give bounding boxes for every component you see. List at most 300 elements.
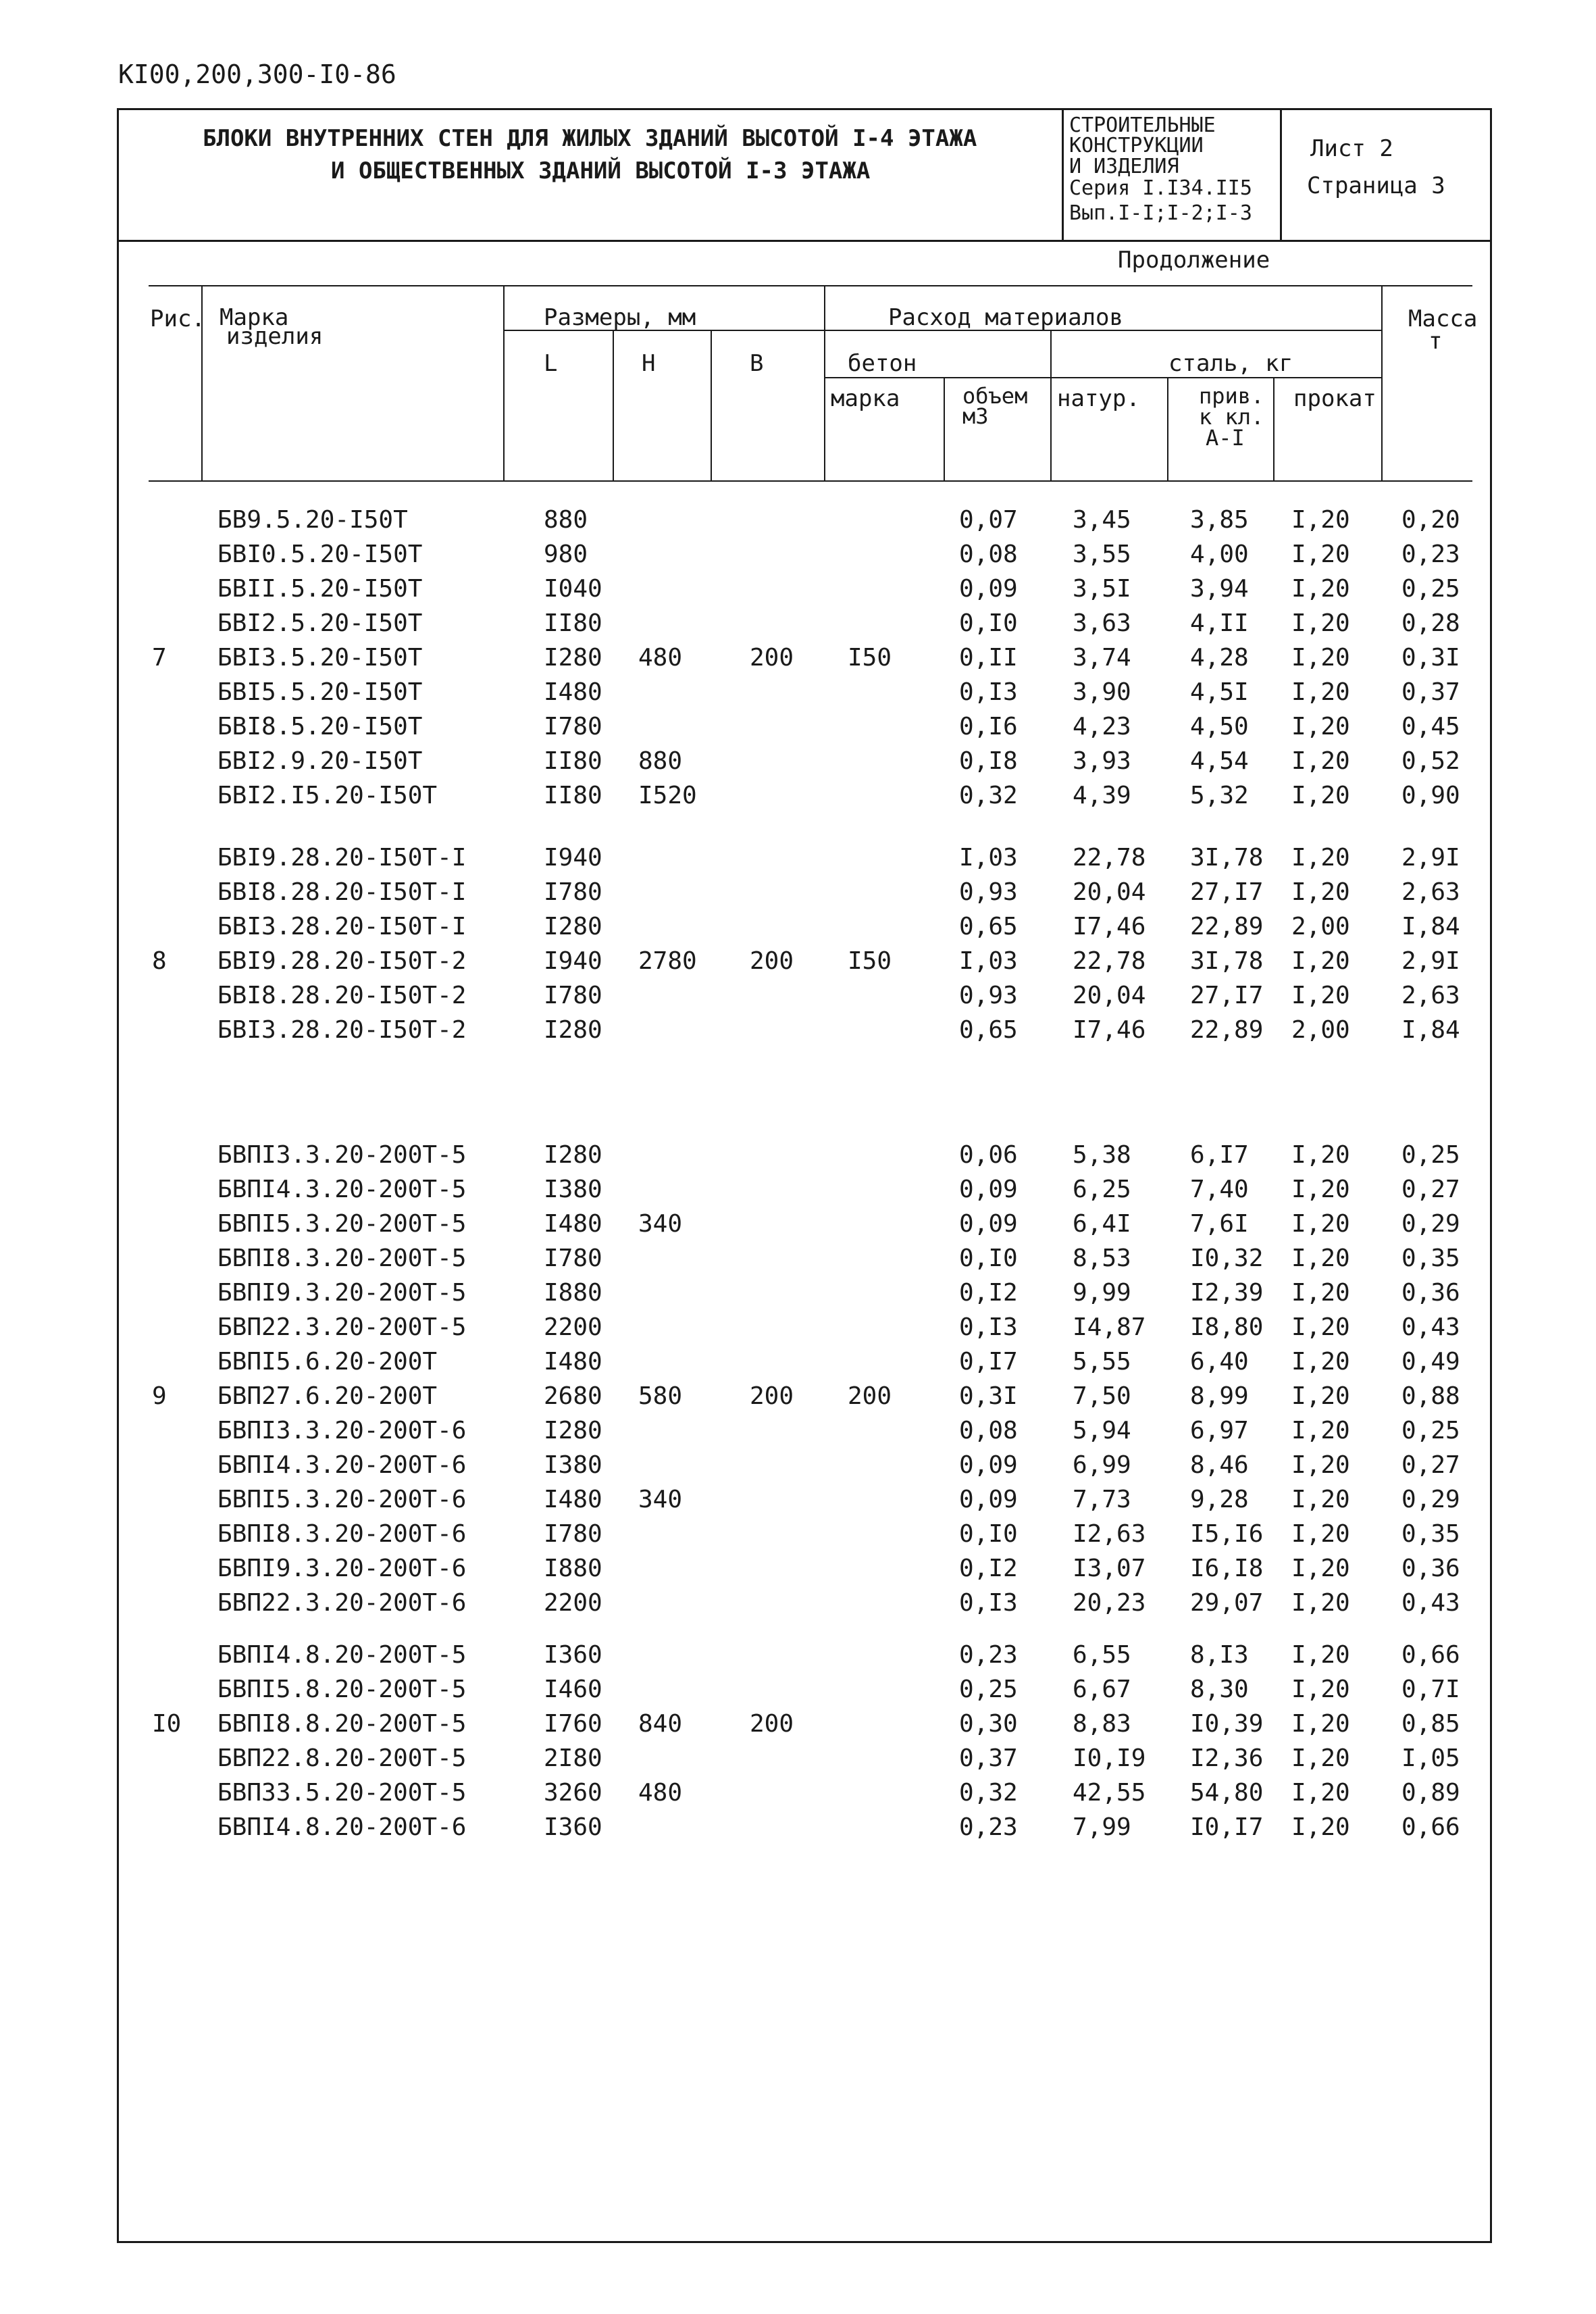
cell-mass: 0,90	[1401, 782, 1460, 809]
cell-mass: 0,25	[1401, 575, 1460, 603]
cell-length: I460	[544, 1676, 602, 1703]
cell-steel-natural: 3,63	[1073, 609, 1131, 637]
header-mass-1: Масса	[1408, 305, 1478, 332]
cell-volume: 0,09	[959, 1210, 1018, 1238]
header-natural: натур.	[1057, 385, 1140, 412]
cell-length: I940	[544, 947, 602, 975]
stamp-divider	[1280, 108, 1282, 240]
header-mass-2: т	[1428, 328, 1443, 355]
cell-mass: 0,7I	[1401, 1676, 1460, 1703]
cell-mark: БВПI5.8.20-200Т-5	[217, 1676, 467, 1703]
page-label: Страница 3	[1307, 172, 1445, 199]
cell-length: 2200	[544, 1313, 602, 1341]
cell-steel-natural: 3,93	[1073, 747, 1131, 775]
figure-number: 8	[152, 947, 167, 975]
document-code: КI00,200,300-I0-86	[118, 59, 396, 89]
cell-steel-natural: 22,78	[1073, 844, 1146, 872]
title-block-divider	[1062, 108, 1064, 240]
figure-number: 9	[152, 1382, 167, 1410]
cell-mass: 0,36	[1401, 1555, 1460, 1582]
cell-volume: I,03	[959, 844, 1018, 872]
cell-mass: 0,23	[1401, 540, 1460, 568]
header-reduced-2: к кл.	[1199, 404, 1264, 430]
cell-length: I780	[544, 982, 602, 1009]
cell-mark: БВI3.28.20-I50Т-2	[217, 1016, 467, 1044]
cell-length: I480	[544, 1486, 602, 1513]
cell-length: 2200	[544, 1589, 602, 1617]
cell-steel-reduced: 6,I7	[1190, 1141, 1249, 1169]
cell-mass: I,84	[1401, 1016, 1460, 1044]
cell-mark: БВПI4.8.20-200Т-5	[217, 1641, 467, 1669]
stamp-line-1: СТРОИТЕЛЬНЫЕ	[1069, 114, 1216, 137]
header-materials-line	[824, 377, 1381, 378]
cell-rolled: I,20	[1291, 644, 1350, 672]
cell-rolled: 2,00	[1291, 913, 1350, 940]
cell-steel-natural: 3,90	[1073, 678, 1131, 706]
cell-steel-natural: 6,99	[1073, 1451, 1131, 1479]
cell-steel-natural: 7,99	[1073, 1813, 1131, 1841]
cell-steel-reduced: 3,85	[1190, 506, 1249, 534]
cell-mass: 0,20	[1401, 506, 1460, 534]
cell-steel-reduced: I0,39	[1190, 1710, 1264, 1738]
col-sep-L	[613, 330, 614, 480]
cell-mass: 2,63	[1401, 878, 1460, 906]
cell-width: 200	[750, 947, 794, 975]
cell-steel-natural: 7,73	[1073, 1486, 1131, 1513]
continuation-label: Продолжение	[1118, 247, 1270, 274]
figure-number: I0	[152, 1710, 182, 1738]
cell-rolled: I,20	[1291, 678, 1350, 706]
cell-steel-natural: 6,55	[1073, 1641, 1131, 1669]
cell-volume: 0,06	[959, 1141, 1018, 1169]
cell-length: I480	[544, 1348, 602, 1376]
cell-steel-reduced: I0,I7	[1190, 1813, 1264, 1841]
cell-steel-natural: I2,63	[1073, 1520, 1146, 1548]
cell-height: 2780	[638, 947, 697, 975]
cell-height: 580	[638, 1382, 683, 1410]
cell-volume: 0,I0	[959, 609, 1018, 637]
cell-volume: 0,07	[959, 506, 1018, 534]
cell-steel-reduced: I2,39	[1190, 1279, 1264, 1307]
cell-length: II80	[544, 609, 602, 637]
cell-concrete-grade: I50	[848, 947, 892, 975]
cell-mass: 0,29	[1401, 1210, 1460, 1238]
cell-volume: 0,23	[959, 1813, 1018, 1841]
cell-mass: 0,25	[1401, 1141, 1460, 1169]
cell-steel-natural: 20,23	[1073, 1589, 1146, 1617]
cell-steel-reduced: 3I,78	[1190, 947, 1264, 975]
cell-mark: БВI2.9.20-I50Т	[217, 747, 423, 775]
cell-mass: I,84	[1401, 913, 1460, 940]
cell-length: I880	[544, 1555, 602, 1582]
header-concrete: бетон	[848, 350, 917, 377]
cell-steel-reduced: 7,40	[1190, 1176, 1249, 1203]
cell-steel-natural: 8,83	[1073, 1710, 1131, 1738]
cell-steel-natural: 3,45	[1073, 506, 1131, 534]
cell-rolled: I,20	[1291, 1641, 1350, 1669]
cell-volume: 0,65	[959, 913, 1018, 940]
col-sep-mark	[503, 285, 505, 480]
cell-length: I280	[544, 1417, 602, 1444]
cell-rolled: 2,00	[1291, 1016, 1350, 1044]
cell-steel-natural: 22,78	[1073, 947, 1146, 975]
cell-steel-reduced: 29,07	[1190, 1589, 1264, 1617]
header-reduced-1: прив.	[1199, 383, 1264, 409]
cell-volume: 0,09	[959, 1486, 1018, 1513]
cell-length: I380	[544, 1451, 602, 1479]
cell-volume: 0,25	[959, 1676, 1018, 1703]
header-steel: сталь, кг	[1168, 350, 1293, 377]
cell-rolled: I,20	[1291, 1589, 1350, 1617]
title-line-2: И ОБЩЕСТВЕННЫХ ЗДАНИЙ ВЫСОТОЙ I-3 ЭТАЖА	[331, 157, 871, 184]
cell-steel-reduced: 22,89	[1190, 913, 1264, 940]
cell-rolled: I,20	[1291, 878, 1350, 906]
cell-steel-natural: I7,46	[1073, 1016, 1146, 1044]
cell-mass: 0,88	[1401, 1382, 1460, 1410]
title-line-1: БЛОКИ ВНУТРЕННИХ СТЕН ДЛЯ ЖИЛЫХ ЗДАНИЙ ВЫСОТОЙ I-4 ЭТАЖА	[203, 125, 977, 152]
stamp-line-4: Серия I.I34.II5	[1069, 176, 1252, 200]
cell-mark: БВПI3.3.20-200Т-5	[217, 1141, 467, 1169]
col-sep-reduced	[1273, 377, 1275, 480]
cell-volume: 0,I0	[959, 1244, 1018, 1272]
cell-mark: БВП22.3.20-200Т-6	[217, 1589, 467, 1617]
header-rolled: прокат	[1293, 385, 1376, 412]
cell-volume: 0,65	[959, 1016, 1018, 1044]
cell-height: I520	[638, 782, 697, 809]
cell-steel-reduced: 3I,78	[1190, 844, 1264, 872]
cell-volume: 0,3I	[959, 1382, 1018, 1410]
cell-steel-reduced: 54,80	[1190, 1779, 1264, 1807]
cell-steel-reduced: 9,28	[1190, 1486, 1249, 1513]
cell-rolled: I,20	[1291, 609, 1350, 637]
cell-steel-natural: 3,74	[1073, 644, 1131, 672]
cell-steel-natural: 6,25	[1073, 1176, 1131, 1203]
cell-length: 880	[544, 506, 588, 534]
cell-length: 2I80	[544, 1744, 602, 1772]
cell-mass: 0,35	[1401, 1520, 1460, 1548]
cell-steel-natural: 3,55	[1073, 540, 1131, 568]
cell-volume: 0,I3	[959, 1313, 1018, 1341]
cell-volume: 0,I2	[959, 1279, 1018, 1307]
cell-mass: 0,27	[1401, 1451, 1460, 1479]
stamp-line-2: КОНСТРУКЦИИ	[1069, 134, 1204, 157]
cell-volume: 0,I6	[959, 713, 1018, 740]
cell-steel-natural: 3,5I	[1073, 575, 1131, 603]
cell-volume: 0,I2	[959, 1555, 1018, 1582]
cell-rolled: I,20	[1291, 1451, 1350, 1479]
cell-volume: 0,37	[959, 1744, 1018, 1772]
cell-steel-reduced: 6,40	[1190, 1348, 1249, 1376]
cell-steel-natural: 9,99	[1073, 1279, 1131, 1307]
cell-volume: 0,I3	[959, 1589, 1018, 1617]
header-mark-2: изделия	[226, 323, 324, 350]
cell-mark: БВП33.5.20-200Т-5	[217, 1779, 467, 1807]
cell-steel-reduced: 4,54	[1190, 747, 1249, 775]
cell-mass: 0,3I	[1401, 644, 1460, 672]
cell-steel-natural: 8,53	[1073, 1244, 1131, 1272]
cell-width: 200	[750, 1382, 794, 1410]
cell-length: I880	[544, 1279, 602, 1307]
cell-rolled: I,20	[1291, 1676, 1350, 1703]
cell-length: I380	[544, 1176, 602, 1203]
cell-mass: 0,43	[1401, 1313, 1460, 1341]
cell-concrete-grade: 200	[848, 1382, 892, 1410]
cell-height: 340	[638, 1210, 683, 1238]
cell-volume: 0,93	[959, 878, 1018, 906]
cell-mark: БВI8.5.20-I50Т	[217, 713, 423, 740]
cell-mass: 0,35	[1401, 1244, 1460, 1272]
header-fig: Рис.	[150, 305, 205, 332]
cell-mark: БВПI4.3.20-200Т-5	[217, 1176, 467, 1203]
cell-height: 480	[638, 644, 683, 672]
cell-steel-reduced: 8,I3	[1190, 1641, 1249, 1669]
cell-steel-reduced: 4,50	[1190, 713, 1249, 740]
cell-height: 340	[638, 1486, 683, 1513]
cell-length: I480	[544, 678, 602, 706]
cell-mark: БВПI8.3.20-200Т-5	[217, 1244, 467, 1272]
cell-steel-reduced: 4,II	[1190, 609, 1249, 637]
cell-steel-reduced: 4,28	[1190, 644, 1249, 672]
cell-rolled: I,20	[1291, 1486, 1350, 1513]
cell-mass: 0,45	[1401, 713, 1460, 740]
cell-mark: БВI0.5.20-I50Т	[217, 540, 423, 568]
cell-rolled: I,20	[1291, 1520, 1350, 1548]
stamp-line-5: Вып.I-I;I-2;I-3	[1069, 201, 1252, 225]
cell-steel-natural: I3,07	[1073, 1555, 1146, 1582]
cell-mark: БВПI5.3.20-200Т-6	[217, 1486, 467, 1513]
cell-rolled: I,20	[1291, 540, 1350, 568]
cell-length: I760	[544, 1710, 602, 1738]
cell-length: I940	[544, 844, 602, 872]
cell-rolled: I,20	[1291, 782, 1350, 809]
header-mark-1: Марка	[220, 304, 289, 331]
cell-length: 3260	[544, 1779, 602, 1807]
cell-length: I780	[544, 1520, 602, 1548]
cell-steel-natural: I0,I9	[1073, 1744, 1146, 1772]
cell-mark: БВП22.3.20-200Т-5	[217, 1313, 467, 1341]
cell-length: II80	[544, 747, 602, 775]
cell-volume: 0,32	[959, 1779, 1018, 1807]
cell-mass: 2,9I	[1401, 947, 1460, 975]
cell-mark: БВI9.28.20-I50Т-I	[217, 844, 467, 872]
stamp-line-3: И ИЗДЕЛИЯ	[1069, 155, 1179, 178]
cell-mass: 0,89	[1401, 1779, 1460, 1807]
col-sep-natural	[1167, 377, 1168, 480]
cell-mark: БВ9.5.20-I50Т	[217, 506, 408, 534]
cell-mass: 0,52	[1401, 747, 1460, 775]
cell-volume: 0,II	[959, 644, 1018, 672]
cell-mark: БВП27.6.20-200Т	[217, 1382, 438, 1410]
header-volume-2: м3	[962, 403, 989, 429]
cell-mass: 0,29	[1401, 1486, 1460, 1513]
cell-volume: 0,08	[959, 540, 1018, 568]
cell-volume: 0,I0	[959, 1520, 1018, 1548]
cell-volume: 0,I8	[959, 747, 1018, 775]
cell-mark: БВПI9.3.20-200Т-6	[217, 1555, 467, 1582]
cell-rolled: I,20	[1291, 1210, 1350, 1238]
header-H: H	[642, 350, 656, 377]
cell-steel-reduced: 6,97	[1190, 1417, 1249, 1444]
cell-volume: 0,30	[959, 1710, 1018, 1738]
header-volume-1: объем	[962, 383, 1028, 409]
cell-mark: БВПI4.8.20-200Т-6	[217, 1813, 467, 1841]
cell-rolled: I,20	[1291, 1813, 1350, 1841]
cell-length: I280	[544, 1141, 602, 1169]
cell-rolled: I,20	[1291, 1348, 1350, 1376]
cell-mark: БВПI8.8.20-200Т-5	[217, 1710, 467, 1738]
cell-mark: БВI5.5.20-I50Т	[217, 678, 423, 706]
col-sep-grade	[944, 377, 945, 480]
col-sep-B	[824, 285, 825, 480]
cell-length: I280	[544, 913, 602, 940]
cell-length: I360	[544, 1813, 602, 1841]
cell-mark: БВПI3.3.20-200Т-6	[217, 1417, 467, 1444]
cell-steel-natural: 6,67	[1073, 1676, 1131, 1703]
table-header-top-line	[149, 285, 1472, 286]
cell-length: I280	[544, 1016, 602, 1044]
cell-rolled: I,20	[1291, 947, 1350, 975]
cell-mass: 0,36	[1401, 1279, 1460, 1307]
cell-width: 200	[750, 1710, 794, 1738]
title-block-bottom-line	[117, 240, 1492, 242]
cell-rolled: I,20	[1291, 844, 1350, 872]
cell-rolled: I,20	[1291, 1417, 1350, 1444]
cell-mark: БВПI9.3.20-200Т-5	[217, 1279, 467, 1307]
cell-steel-reduced: 7,6I	[1190, 1210, 1249, 1238]
col-sep-H	[711, 330, 712, 480]
cell-mark: БВII.5.20-I50Т	[217, 575, 423, 603]
cell-rolled: I,20	[1291, 982, 1350, 1009]
cell-rolled: I,20	[1291, 506, 1350, 534]
header-B: B	[750, 350, 764, 377]
cell-height: 480	[638, 1779, 683, 1807]
cell-mark: БВПI5.3.20-200Т-5	[217, 1210, 467, 1238]
cell-steel-natural: 7,50	[1073, 1382, 1131, 1410]
cell-steel-natural: 4,39	[1073, 782, 1131, 809]
cell-mark: БВI2.5.20-I50Т	[217, 609, 423, 637]
cell-volume: 0,09	[959, 1451, 1018, 1479]
cell-rolled: I,20	[1291, 1555, 1350, 1582]
header-sizes: Размеры, мм	[544, 304, 696, 331]
cell-steel-reduced: 27,I7	[1190, 982, 1264, 1009]
cell-rolled: I,20	[1291, 1279, 1350, 1307]
cell-height: 840	[638, 1710, 683, 1738]
cell-mark: БВП22.8.20-200Т-5	[217, 1744, 467, 1772]
header-materials: Расход материалов	[888, 304, 1123, 331]
cell-volume: 0,I3	[959, 678, 1018, 706]
cell-steel-reduced: 3,94	[1190, 575, 1249, 603]
header-grade: марка	[831, 385, 900, 412]
cell-width: 200	[750, 644, 794, 672]
cell-rolled: I,20	[1291, 747, 1350, 775]
cell-mark: БВI3.5.20-I50Т	[217, 644, 423, 672]
col-sep-rolled	[1381, 285, 1383, 480]
cell-steel-reduced: 27,I7	[1190, 878, 1264, 906]
cell-rolled: I,20	[1291, 1176, 1350, 1203]
cell-mark: БВI2.I5.20-I50Т	[217, 782, 438, 809]
cell-rolled: I,20	[1291, 1779, 1350, 1807]
cell-mass: 0,43	[1401, 1589, 1460, 1617]
cell-mass: 2,63	[1401, 982, 1460, 1009]
sheet-label: Лист 2	[1310, 135, 1393, 162]
cell-volume: 0,93	[959, 982, 1018, 1009]
cell-steel-reduced: 4,5I	[1190, 678, 1249, 706]
cell-mass: 0,27	[1401, 1176, 1460, 1203]
table-header-bottom-line	[149, 480, 1472, 482]
cell-rolled: I,20	[1291, 575, 1350, 603]
cell-mass: 0,85	[1401, 1710, 1460, 1738]
cell-steel-natural: 5,55	[1073, 1348, 1131, 1376]
cell-volume: 0,08	[959, 1417, 1018, 1444]
cell-length: I780	[544, 1244, 602, 1272]
cell-volume: 0,09	[959, 1176, 1018, 1203]
cell-volume: 0,09	[959, 575, 1018, 603]
cell-steel-reduced: 8,46	[1190, 1451, 1249, 1479]
cell-steel-reduced: I6,I8	[1190, 1555, 1264, 1582]
cell-steel-reduced: I0,32	[1190, 1244, 1264, 1272]
cell-mass: 0,37	[1401, 678, 1460, 706]
cell-rolled: I,20	[1291, 1744, 1350, 1772]
cell-steel-natural: 5,38	[1073, 1141, 1131, 1169]
cell-mass: 0,66	[1401, 1813, 1460, 1841]
cell-length: I780	[544, 713, 602, 740]
cell-steel-reduced: I5,I6	[1190, 1520, 1264, 1548]
cell-volume: 0,32	[959, 782, 1018, 809]
cell-mark: БВПI5.6.20-200Т	[217, 1348, 438, 1376]
cell-mass: 0,25	[1401, 1417, 1460, 1444]
cell-steel-reduced: 8,99	[1190, 1382, 1249, 1410]
cell-mass: 0,49	[1401, 1348, 1460, 1376]
cell-mass: 0,66	[1401, 1641, 1460, 1669]
cell-volume: 0,I7	[959, 1348, 1018, 1376]
cell-mark: БВI8.28.20-I50Т-2	[217, 982, 467, 1009]
cell-steel-natural: 20,04	[1073, 982, 1146, 1009]
cell-steel-natural: I4,87	[1073, 1313, 1146, 1341]
cell-steel-natural: 6,4I	[1073, 1210, 1131, 1238]
cell-length: I780	[544, 878, 602, 906]
cell-steel-reduced: 8,30	[1190, 1676, 1249, 1703]
cell-mark: БВI3.28.20-I50Т-I	[217, 913, 467, 940]
cell-steel-reduced: I2,36	[1190, 1744, 1264, 1772]
cell-steel-natural: 5,94	[1073, 1417, 1131, 1444]
cell-rolled: I,20	[1291, 1313, 1350, 1341]
header-reduced-3: А-I	[1206, 425, 1245, 451]
cell-volume: I,03	[959, 947, 1018, 975]
cell-mark: БВПI4.3.20-200Т-6	[217, 1451, 467, 1479]
cell-length: I360	[544, 1641, 602, 1669]
cell-steel-reduced: I8,80	[1190, 1313, 1264, 1341]
cell-length: 980	[544, 540, 588, 568]
cell-length: I280	[544, 644, 602, 672]
col-sep-volume	[1050, 330, 1052, 480]
cell-mass: 2,9I	[1401, 844, 1460, 872]
cell-steel-natural: 20,04	[1073, 878, 1146, 906]
figure-number: 7	[152, 644, 167, 672]
cell-mark: БВI9.28.20-I50Т-2	[217, 947, 467, 975]
cell-mass: I,05	[1401, 1744, 1460, 1772]
cell-rolled: I,20	[1291, 1382, 1350, 1410]
cell-height: 880	[638, 747, 683, 775]
cell-length: I040	[544, 575, 602, 603]
cell-length: 2680	[544, 1382, 602, 1410]
cell-steel-natural: 42,55	[1073, 1779, 1146, 1807]
cell-steel-natural: 4,23	[1073, 713, 1131, 740]
cell-volume: 0,23	[959, 1641, 1018, 1669]
cell-length: I480	[544, 1210, 602, 1238]
cell-rolled: I,20	[1291, 1141, 1350, 1169]
cell-length: II80	[544, 782, 602, 809]
cell-steel-reduced: 4,00	[1190, 540, 1249, 568]
